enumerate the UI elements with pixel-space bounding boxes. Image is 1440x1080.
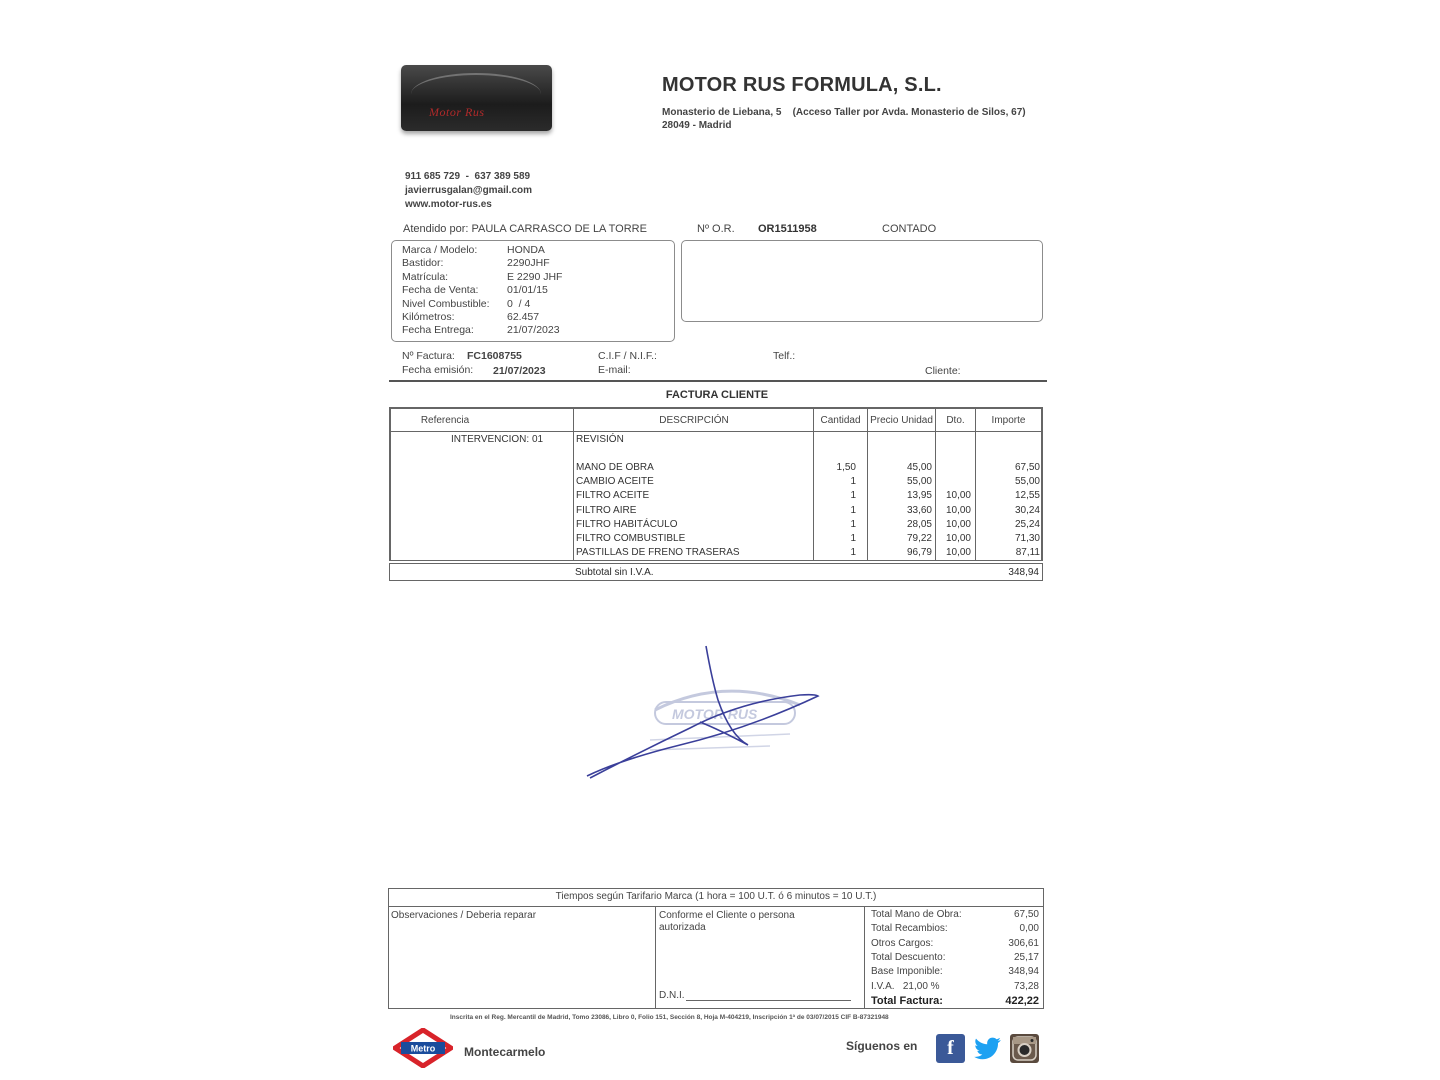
company-address bbox=[662, 106, 1026, 132]
footer-column-divider bbox=[864, 906, 865, 1008]
item-description: FILTRO ACEITE bbox=[576, 490, 650, 501]
facebook-icon[interactable]: f bbox=[936, 1034, 965, 1063]
attended-name: PAULA CARRASCO DE LA TORRE bbox=[471, 223, 647, 235]
total-row bbox=[871, 938, 1039, 952]
vehicle-label: Matrícula: bbox=[402, 271, 449, 283]
item-unit-price: 79,22 bbox=[906, 533, 932, 544]
intervention-code: INTERVENCION: 01 bbox=[451, 434, 544, 445]
invoice-date: 21/07/2023 bbox=[493, 365, 546, 377]
item-quantity: 1 bbox=[850, 505, 856, 516]
total-value: 0,00 bbox=[1019, 923, 1039, 934]
total-row bbox=[871, 923, 1039, 937]
item-unit-price: 96,79 bbox=[906, 547, 932, 558]
vehicle-value: 01/01/15 bbox=[507, 284, 548, 296]
website: www.motor-rus.es bbox=[405, 199, 492, 210]
item-amount: 87,11 bbox=[1015, 547, 1040, 558]
logo-text: Motor Rus bbox=[429, 105, 485, 119]
tariff-note: Tiempos según Tarifario Marca (1 hora = 100 U.T. ó 6 minutos = 10 U.T.) bbox=[555, 891, 877, 902]
dni-line bbox=[686, 1000, 851, 1001]
header-divider bbox=[391, 431, 1041, 432]
client-label: Cliente: bbox=[925, 365, 961, 377]
table-row bbox=[391, 505, 1041, 519]
vehicle-value: 62.457 bbox=[507, 311, 540, 323]
header-quantity: Cantidad bbox=[820, 415, 861, 426]
table-row bbox=[391, 533, 1041, 547]
item-unit-price: 45,00 bbox=[906, 462, 932, 473]
item-unit-price: 33,60 bbox=[906, 505, 932, 516]
item-amount: 25,24 bbox=[1014, 519, 1040, 530]
or-number: OR1511958 bbox=[758, 223, 817, 235]
tel-label: Telf.: bbox=[773, 350, 796, 362]
vehicle-info-box bbox=[391, 240, 675, 342]
subtotal-row bbox=[389, 563, 1043, 581]
invoice-number-label: Nº Factura: bbox=[402, 350, 455, 362]
item-quantity: 1 bbox=[850, 533, 856, 544]
total-row bbox=[871, 909, 1039, 923]
item-description: PASTILLAS DE FRENO TRASERAS bbox=[576, 547, 740, 558]
vehicle-label: Marca / Modelo: bbox=[402, 244, 478, 256]
subtotal-amount: 348,94 bbox=[1008, 567, 1039, 578]
header-description: DESCRIPCIÓN bbox=[659, 415, 729, 426]
total-row bbox=[871, 966, 1039, 980]
grand-total-row bbox=[871, 995, 1039, 1009]
header-reference: Referencia bbox=[420, 415, 470, 426]
table-row bbox=[391, 490, 1041, 504]
items-table bbox=[389, 407, 1043, 561]
header-amount: Importe bbox=[991, 415, 1026, 426]
company-name: MOTOR RUS FORMULA, S.L. bbox=[662, 74, 942, 96]
twitter-bird-icon bbox=[973, 1034, 1002, 1063]
item-amount: 12,55 bbox=[1014, 490, 1040, 501]
address-line-1: Monasterio de Liebana, 5 (Acceso Taller por Avda. Monasterio de Silos, 67) bbox=[662, 107, 1026, 118]
table-row bbox=[391, 462, 1041, 476]
total-value: 306,61 bbox=[1008, 938, 1039, 949]
phone-numbers: 911 685 729 - 637 389 589 bbox=[405, 171, 531, 182]
vehicle-value: E 2290 JHF bbox=[507, 271, 563, 283]
item-quantity: 1,50 bbox=[836, 462, 856, 473]
follow-us-label: Síguenos en bbox=[846, 1039, 918, 1053]
camera-icon bbox=[1010, 1034, 1039, 1063]
item-discount: 10,00 bbox=[945, 519, 971, 530]
instagram-icon[interactable] bbox=[1010, 1034, 1039, 1063]
vehicle-label: Bastidor: bbox=[402, 257, 444, 269]
item-description: FILTRO AIRE bbox=[576, 505, 637, 516]
item-amount: 67,50 bbox=[1014, 462, 1040, 473]
item-quantity: 1 bbox=[850, 476, 856, 487]
footer-summary-box bbox=[388, 888, 1044, 1009]
grand-total-value: 422,22 bbox=[1005, 995, 1039, 1007]
item-amount: 71,30 bbox=[1014, 533, 1040, 544]
email-address: javierrusgalan@gmail.com bbox=[405, 185, 533, 196]
invoice-date-label: Fecha emisión: bbox=[402, 364, 474, 376]
observations-label: Observaciones / Deberia reparar bbox=[391, 910, 537, 921]
total-row bbox=[871, 981, 1039, 995]
vehicle-label: Fecha Entrega: bbox=[402, 324, 474, 336]
vehicle-value: 21/07/2023 bbox=[507, 324, 560, 336]
total-label: I.V.A. 21,00 % bbox=[871, 981, 940, 992]
footer-divider bbox=[389, 906, 1043, 907]
vehicle-value: 2290JHF bbox=[507, 257, 550, 269]
metro-logo bbox=[393, 1028, 453, 1068]
intervention-description: REVISIÓN bbox=[576, 434, 624, 445]
twitter-icon[interactable] bbox=[973, 1034, 1002, 1063]
item-discount: 10,00 bbox=[945, 505, 971, 516]
item-unit-price: 13,95 bbox=[906, 490, 932, 501]
total-value: 25,17 bbox=[1013, 952, 1039, 963]
invoice-title: FACTURA CLIENTE bbox=[665, 389, 769, 401]
vehicle-label: Nivel Combustible: bbox=[402, 298, 490, 310]
table-row bbox=[391, 519, 1041, 533]
item-discount: 10,00 bbox=[945, 533, 971, 544]
address-line-2: 28049 - Madrid bbox=[662, 120, 732, 131]
stamp-text: MOTOR RUS bbox=[672, 706, 758, 722]
footer-column-divider bbox=[655, 906, 656, 1008]
metro-label: Metro bbox=[410, 1043, 436, 1054]
vehicle-value: HONDA bbox=[507, 244, 545, 256]
conforme-label: Conforme el Cliente o persona autorizada bbox=[659, 910, 795, 933]
vehicle-label: Fecha de Venta: bbox=[402, 284, 479, 296]
subtotal-label: Subtotal sin I.V.A. bbox=[575, 567, 654, 578]
item-description: FILTRO HABITÁCULO bbox=[576, 519, 678, 530]
table-row bbox=[391, 476, 1041, 490]
item-discount: 10,00 bbox=[945, 490, 971, 501]
intervention-row bbox=[391, 434, 1041, 448]
total-label: Total Recambios: bbox=[871, 923, 948, 934]
metro-station: Montecarmelo bbox=[464, 1045, 546, 1059]
total-value: 67,50 bbox=[1013, 909, 1039, 920]
signature bbox=[580, 640, 830, 790]
invoice-number: FC1608755 bbox=[467, 350, 522, 362]
item-description: FILTRO COMBUSTIBLE bbox=[576, 533, 686, 544]
grand-total-label: Total Factura: bbox=[871, 995, 943, 1007]
total-value: 348,94 bbox=[1008, 966, 1039, 977]
cif-label: C.I.F / N.I.F.: bbox=[598, 350, 657, 362]
client-info-box bbox=[681, 240, 1043, 322]
or-label: Nº O.R. bbox=[697, 223, 735, 235]
total-label: Otros Cargos: bbox=[871, 938, 934, 949]
contact-info bbox=[405, 170, 532, 212]
dni-label: D.N.I. bbox=[659, 990, 685, 1001]
payment-method: CONTADO bbox=[882, 223, 937, 235]
item-quantity: 1 bbox=[850, 490, 856, 501]
item-quantity: 1 bbox=[850, 547, 856, 558]
email-label: E-mail: bbox=[598, 364, 631, 376]
vehicle-label: Kilómetros: bbox=[402, 311, 455, 323]
total-label: Base Imponible: bbox=[871, 966, 943, 977]
header-discount: Dto. bbox=[946, 415, 965, 426]
item-description: CAMBIO ACEITE bbox=[576, 476, 654, 487]
vehicle-value: 0 / 4 bbox=[507, 298, 531, 310]
total-row bbox=[871, 952, 1039, 966]
header-unit-price: Precio Unidad bbox=[870, 415, 933, 426]
total-label: Total Descuento: bbox=[871, 952, 946, 963]
company-logo bbox=[401, 65, 552, 131]
item-unit-price: 55,00 bbox=[906, 476, 932, 487]
header-rule bbox=[389, 380, 1047, 382]
registry-info: Inscrita en el Reg. Mercantil de Madrid, Tomo 23086, Libro 0, Folio 151, Sección 8, Hoja M-404219, Inscripción 1ª de 03/07/2015 CIF B-87321948 bbox=[450, 1014, 889, 1021]
item-unit-price: 28,05 bbox=[906, 519, 932, 530]
item-description: MANO DE OBRA bbox=[576, 462, 654, 473]
attended-by bbox=[403, 223, 647, 235]
item-amount: 30,24 bbox=[1014, 505, 1040, 516]
total-label: Total Mano de Obra: bbox=[871, 909, 962, 920]
item-amount: 55,00 bbox=[1014, 476, 1040, 487]
total-value: 73,28 bbox=[1013, 981, 1039, 992]
item-discount: 10,00 bbox=[945, 547, 971, 558]
attended-label: Atendido por: bbox=[403, 223, 469, 235]
table-row bbox=[391, 547, 1041, 561]
item-quantity: 1 bbox=[850, 519, 856, 530]
